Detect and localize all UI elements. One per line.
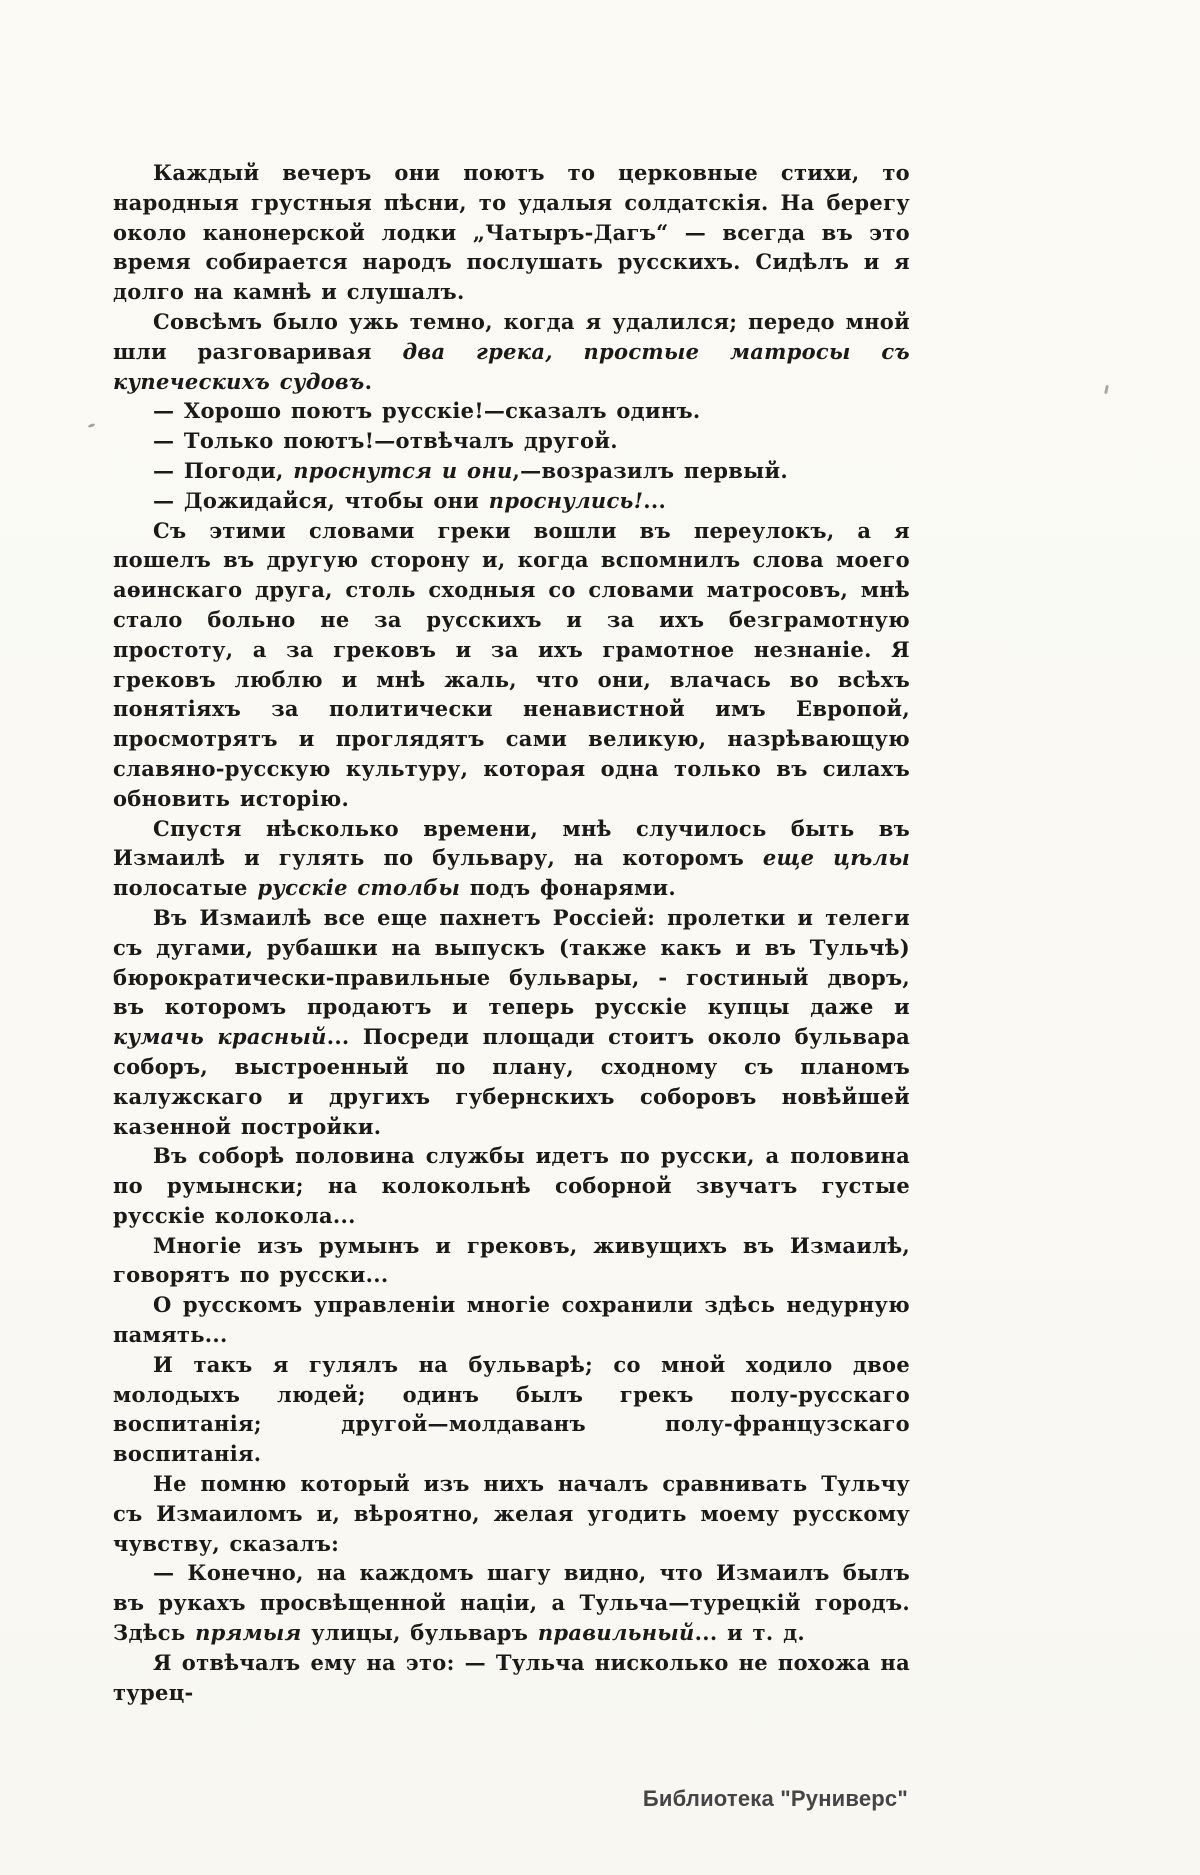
text-run: — Хорошо поютъ русскіе!—сказалъ одинъ. [153, 398, 701, 424]
paragraph [113, 516, 910, 814]
paragraph [113, 903, 910, 1141]
text-run: Каждый вечеръ они поютъ то церковные стихи, то народныя грустныя пѣсни, то удалыя солдатскія. На берегу около канонерской лодки „Чатыръ-Дагъ“ — всегда въ это время собирается народъ послушать русскихъ. Сидѣлъ и я долго на камнѣ и слушалъ. [113, 160, 910, 305]
text-run: полосатые [113, 875, 258, 901]
text-run: улицы, бульваръ [301, 1620, 538, 1646]
text-run: Въ соборѣ половина службы идетъ по русски, а половина по румынски; на колокольнѣ соборной звучатъ густые русскіе колокола... [113, 1143, 910, 1228]
text-run: ... и т. д. [694, 1620, 805, 1646]
text-run: Спустя нѣсколько времени, мнѣ случилось быть въ Измаилѣ и гулять по бульвару, на которомъ [113, 815, 910, 871]
text-run: Не помню который изъ нихъ началъ сравнивать Тульчу съ Измаиломъ и, вѣроятно, желая угодить моему русскому чувству, сказалъ: [113, 1471, 910, 1556]
italic-text-run: кумачь красный [113, 1024, 327, 1050]
paragraph [113, 1558, 910, 1647]
text-run: Въ Измаилѣ все еще пахнетъ Россіей: пролетки и телеги съ дугами, рубашки на выпускъ (также какъ и въ Тульчѣ) бюрократически-правильные бульвары, - гостиный дворъ, въ которомъ продаютъ и теперь русскіе купцы даже и [113, 904, 910, 1020]
text-run: Совсѣмъ было ужь темно, когда я удалился; передо мной шли разговаривая [113, 308, 910, 364]
paragraph [113, 307, 910, 396]
paragraph [113, 1350, 910, 1469]
text-run: ... [643, 487, 667, 513]
paragraph [113, 1648, 910, 1708]
text-run: Многіе изъ румынъ и грековъ, живущихъ въ Измаилѣ, говорятъ по русски... [113, 1232, 910, 1288]
text-run: — Погоди, [153, 457, 294, 483]
italic-text-run: правильный [537, 1620, 695, 1646]
paragraph [113, 158, 910, 307]
text-run: — Только поютъ!—отвѣчалъ другой. [153, 428, 618, 454]
italic-text-run: прямыя [195, 1620, 302, 1646]
paragraph [113, 1141, 910, 1230]
italic-text-run: еще цѣлы [762, 845, 910, 871]
italic-text-run: русскіе столбы [257, 875, 461, 901]
text-run: Съ этими словами греки вошли въ переулокъ, а я пошелъ въ другую сторону и, когда вспомнилъ слова моего аѳинскаго друга, столь сходныя со словами матросовъ, мнѣ стало больно не за русскихъ и за ихъ безграмотную простоту, а за грековъ и за ихъ грамотное незнаніе. Я грековъ люблю и мнѣ жаль, что они, влачась во всѣхъ понятіяхъ за политически ненавистной имъ Европой, просмотрятъ и проглядятъ сами великую, назрѣвающую славяно-русскую культуру, которая одна только въ силахъ обновить исторію. [113, 517, 910, 811]
italic-text-run: проснулись! [488, 487, 644, 513]
text-run: — Конечно, на каждомъ шагу видно, что Измаилъ былъ въ рукахъ просвѣщенной націи, а Тульча—турецкій городъ. Здѣсь [113, 1560, 910, 1646]
scan-artifact [88, 423, 96, 428]
text-block [113, 158, 910, 1707]
paragraph [113, 1469, 910, 1558]
paragraph [113, 456, 910, 486]
paragraph [113, 1290, 910, 1350]
paragraph [113, 1231, 910, 1291]
paragraph [113, 426, 910, 456]
italic-text-run: проснутся и они [293, 457, 513, 483]
text-run: ... Посреди площади стоитъ около бульвара соборъ, выстроенный по плану, сходному съ планомъ калужскаго и другихъ губернскихъ соборовъ новѣйшей казенной постройки. [113, 1024, 910, 1139]
paragraph [113, 486, 910, 516]
text-run: Я отвѣчалъ ему на это: — Тульча нисколько не похожа на турец- [113, 1649, 910, 1705]
italic-text-run: два грека, простые матросы съ купеческихъ судовъ [113, 338, 910, 394]
library-watermark: Библиотека "Руниверс" [642, 1786, 908, 1811]
text-run: . [364, 368, 373, 394]
paragraph [113, 396, 910, 426]
text-run: И такъ я гулялъ на бульварѣ; со мной ходило двое молодыхъ людей; одинъ былъ грекъ полу-русскаго воспитанія; другой—молдаванъ полу-французскаго воспитанія. [113, 1351, 910, 1467]
text-run: ,—возразилъ первый. [512, 457, 788, 483]
text-run: О русскомъ управленіи многіе сохранили здѣсь недурную память... [113, 1292, 910, 1348]
text-run: — Дожидайся, чтобы они [153, 487, 489, 513]
text-run: подъ фонарями. [460, 875, 676, 901]
scan-artifact [1104, 385, 1109, 394]
paragraph [113, 814, 910, 903]
